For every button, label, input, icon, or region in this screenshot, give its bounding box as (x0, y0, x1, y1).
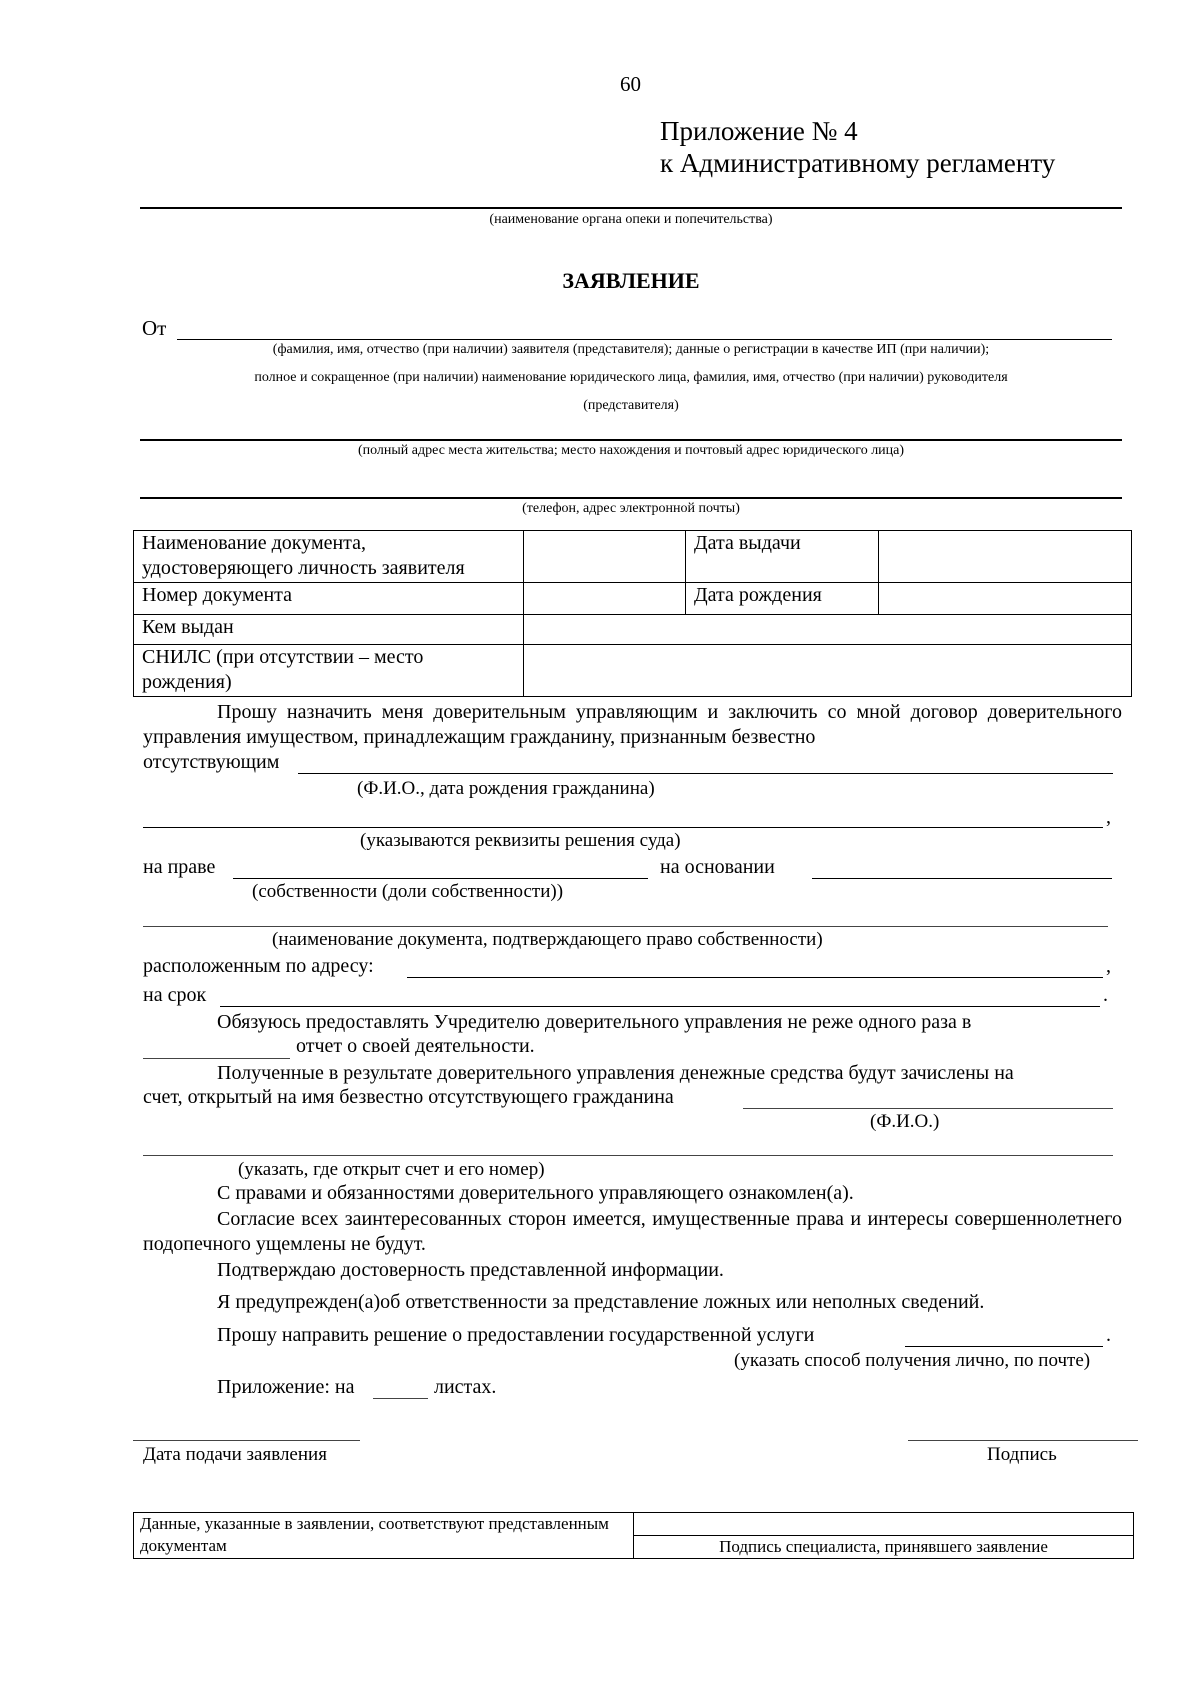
property-address-line[interactable] (407, 977, 1103, 978)
basis-label: на основании (660, 856, 775, 878)
applicant-caption-1: (фамилия, имя, отчество (при наличии) заявителя (представителя); данные о регистрации в качестве ИП (при наличии); (272, 342, 990, 357)
fio-caption: (Ф.И.О.) (870, 1111, 940, 1132)
id-table (133, 530, 1132, 697)
court-comma: , (1106, 806, 1111, 828)
applicant-caption-3: (представителя) (583, 398, 679, 413)
appendix-title: Приложение № 4 (660, 116, 858, 146)
send-method-line[interactable] (905, 1346, 1103, 1347)
authority-caption: (наименование органа опеки и попечительства) (489, 212, 773, 227)
attachment-label: Приложение: на (217, 1376, 355, 1398)
funds-paragraph: Полученные в результате доверительного управления денежные средства будут зачислены на (217, 1062, 1014, 1084)
issued-by-cell[interactable] (524, 615, 1132, 645)
documents-match-text: Данные, указанные в заявлении, соответствуют представленным документам (134, 1513, 634, 1559)
send-text: Прошу направить решение о предоставлении государственной услуги (217, 1324, 815, 1346)
request-paragraph: Прошу назначить меня доверительным управляющим и заключить со мной договор доверительного управления имуществом, принадлежащим гражданину, признанным безвестно (143, 701, 1122, 748)
applicant-caption-2: полное и сокращенное (при наличии) наименование юридического лица, фамилия, имя, отчество (при наличии) руководителя (254, 370, 1008, 385)
document-title: ЗАЯВЛЕНИЕ (562, 268, 700, 293)
applicant-line[interactable] (177, 339, 1112, 340)
address-comma: , (1106, 955, 1111, 977)
property-address-label: расположенным по адресу: (143, 955, 374, 977)
from-label: От (142, 316, 167, 340)
absent-label: отсутствующим (143, 751, 280, 773)
snils-cell[interactable] (524, 645, 1132, 697)
account-line[interactable] (143, 1155, 1113, 1156)
specialist-signature-label: Подпись специалиста, принявшего заявление (634, 1535, 1133, 1558)
account-caption: (указать, где открыт счет и его номер) (238, 1159, 545, 1180)
warned-text: Я предупрежден(а)об ответственности за представление ложных или неполных сведений. (217, 1291, 985, 1313)
address-caption: (полный адрес места жительства; место нахождения и почтовый адрес юридического лица) (357, 443, 905, 458)
page-number: 60 (620, 72, 641, 96)
term-line[interactable] (220, 1006, 1100, 1007)
issue-date-label: Дата выдачи (686, 531, 879, 583)
snils-label: СНИЛС (при отсутствии – место рождения) (134, 645, 524, 697)
absent-fio-line[interactable] (743, 1108, 1113, 1109)
signature-line[interactable] (908, 1440, 1138, 1441)
verification-table (133, 1512, 1134, 1559)
absent-person-line[interactable] (298, 773, 1113, 774)
account-label: счет, открытый на имя безвестно отсутствующего гражданина (143, 1086, 674, 1108)
consent-paragraph: Согласие всех заинтересованных сторон имеется, имущественные права и интересы совершеннолетнего подопечного ущемлены не будут. (143, 1208, 1122, 1255)
send-dot: . (1106, 1324, 1111, 1346)
doc-number-cell[interactable] (524, 583, 686, 615)
date-line[interactable] (133, 1440, 360, 1441)
specialist-signature-cell[interactable] (634, 1513, 1134, 1559)
attachment-sheets-line[interactable] (373, 1398, 428, 1399)
send-caption: (указать способ получения лично, по почте) (734, 1350, 1091, 1371)
ownership-caption: (собственности (доли собственности)) (252, 881, 564, 902)
term-dot: . (1103, 984, 1108, 1006)
right-label: на праве (143, 856, 216, 878)
oblige-paragraph: Обязуюсь предоставлять Учредителю доверительного управления не реже одного раза в (217, 1011, 972, 1033)
date-label: Дата подачи заявления (143, 1444, 327, 1465)
doc-name-label: Наименование документа, удостоверяющего личность заявителя (134, 531, 524, 583)
oblige-period-line[interactable] (143, 1058, 290, 1059)
court-caption: (указываются реквизиты решения суда) (360, 830, 681, 851)
issued-by-label: Кем выдан (134, 615, 524, 645)
oblige-continuation: отчет о своей деятельности. (296, 1035, 535, 1057)
birth-date-cell[interactable] (879, 583, 1132, 615)
issue-date-cell[interactable] (879, 531, 1132, 583)
term-label: на срок (143, 984, 207, 1006)
court-line[interactable] (143, 827, 1103, 828)
appendix-subtitle: к Административному регламенту (660, 148, 1056, 178)
doc-name-cell[interactable] (524, 531, 686, 583)
rights-text: С правами и обязанностями доверительного управляющего ознакомлен(а). (217, 1182, 854, 1204)
birth-date-label: Дата рождения (686, 583, 879, 615)
doc-number-label: Номер документа (134, 583, 524, 615)
right-line[interactable] (233, 878, 648, 879)
fio-birth-caption: (Ф.И.О., дата рождения гражданина) (357, 778, 655, 799)
signature-label: Подпись (987, 1444, 1057, 1465)
address-line[interactable] (140, 439, 1122, 441)
ownership-doc-line[interactable] (143, 926, 1108, 927)
phone-line[interactable] (140, 497, 1122, 499)
ownership-doc-caption: (наименование документа, подтверждающего право собственности) (272, 929, 823, 950)
basis-line[interactable] (812, 878, 1112, 879)
phone-caption: (телефон, адрес электронной почты) (522, 501, 740, 516)
authority-line[interactable] (140, 207, 1122, 209)
confirm-text: Подтверждаю достоверность представленной информации. (217, 1259, 724, 1281)
attachment-sheets-label: листах. (434, 1376, 497, 1398)
